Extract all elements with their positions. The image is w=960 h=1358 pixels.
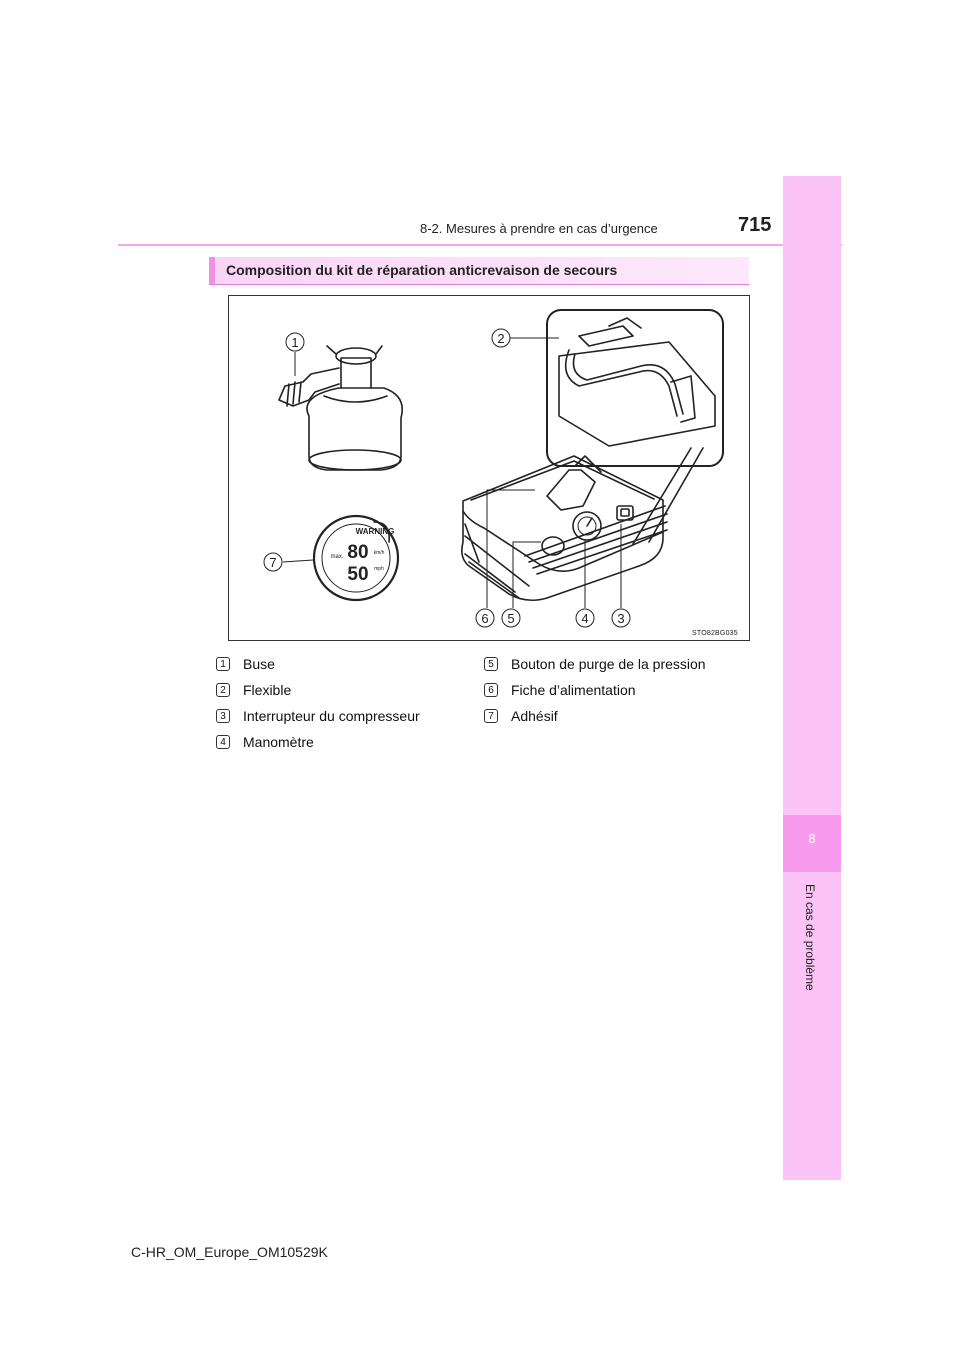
section-title: Composition du kit de réparation anticrevaison de secours bbox=[226, 262, 618, 278]
callout-6-label: 6 bbox=[481, 611, 489, 626]
legend-item-bouton-purge bbox=[484, 654, 706, 674]
legend-number-badge: 4 bbox=[216, 735, 230, 749]
callout-4-label: 4 bbox=[581, 611, 589, 626]
compressor-drawing bbox=[462, 448, 703, 600]
chapter-side-tab[interactable] bbox=[783, 176, 841, 1180]
sticker-warning-text: WARNING bbox=[355, 527, 395, 536]
chapter-number: 8 bbox=[808, 831, 816, 846]
sticker-unit-mph: mph bbox=[374, 566, 384, 572]
callout-3 bbox=[612, 609, 630, 627]
figure-code: STO82BG035 bbox=[692, 630, 738, 637]
section-accent-bar bbox=[209, 257, 215, 284]
sticker-speed-mph: 50 bbox=[347, 564, 369, 585]
section-header bbox=[209, 257, 749, 285]
legend-item-interrupteur bbox=[216, 706, 420, 726]
legend-item-buse bbox=[216, 654, 275, 674]
callout-2-label: 2 bbox=[497, 331, 505, 346]
legend-item-flexible bbox=[216, 680, 291, 700]
legend-label: Flexible bbox=[243, 682, 292, 698]
callout-2 bbox=[492, 329, 510, 347]
document-code: C-HR_OM_Europe_OM10529K bbox=[131, 1244, 328, 1260]
callout-1-label: 1 bbox=[291, 335, 299, 350]
legend-label: Buse bbox=[243, 656, 275, 672]
callout-6 bbox=[476, 609, 494, 627]
sticker-max-label: max. bbox=[330, 554, 344, 560]
sticker-unit-kmh: km/h bbox=[373, 550, 385, 556]
sticker-speed-kmh: 80 bbox=[347, 542, 369, 563]
legend-number-badge: 5 bbox=[484, 657, 498, 671]
legend-label: Interrupteur du compresseur bbox=[243, 708, 420, 724]
chapter-title: En cas de problème bbox=[803, 884, 817, 991]
callout-7-label: 7 bbox=[269, 555, 277, 570]
kit-illustration bbox=[228, 295, 750, 641]
callout-5-label: 5 bbox=[507, 611, 515, 626]
sealant-bottle-drawing bbox=[279, 346, 402, 470]
legend-label: Manomètre bbox=[243, 734, 314, 750]
kit-drawing bbox=[229, 296, 751, 642]
callout-1 bbox=[286, 333, 304, 351]
callout-5 bbox=[502, 609, 520, 627]
legend-label: Adhésif bbox=[511, 708, 558, 724]
legend-label: Fiche d’alimentation bbox=[511, 682, 636, 698]
legend-item-manometre bbox=[216, 732, 314, 752]
legend-item-fiche bbox=[484, 680, 636, 700]
legend-number-badge: 1 bbox=[216, 657, 230, 671]
legend-number-badge: 7 bbox=[484, 709, 498, 723]
legend-number-badge: 2 bbox=[216, 683, 230, 697]
page-number: 715 bbox=[738, 214, 772, 236]
legend-label: Bouton de purge de la pression bbox=[511, 656, 706, 672]
legend-number-badge: 3 bbox=[216, 709, 230, 723]
legend-number-badge: 6 bbox=[484, 683, 498, 697]
callout-4 bbox=[576, 609, 594, 627]
running-header: 8-2. Mesures à prendre en cas d’urgence bbox=[420, 221, 658, 236]
callout-7 bbox=[264, 553, 282, 571]
legend-item-adhesif bbox=[484, 706, 558, 726]
header-divider bbox=[118, 244, 842, 246]
hose-detail-drawing bbox=[547, 310, 723, 466]
callout-3-label: 3 bbox=[617, 611, 625, 626]
